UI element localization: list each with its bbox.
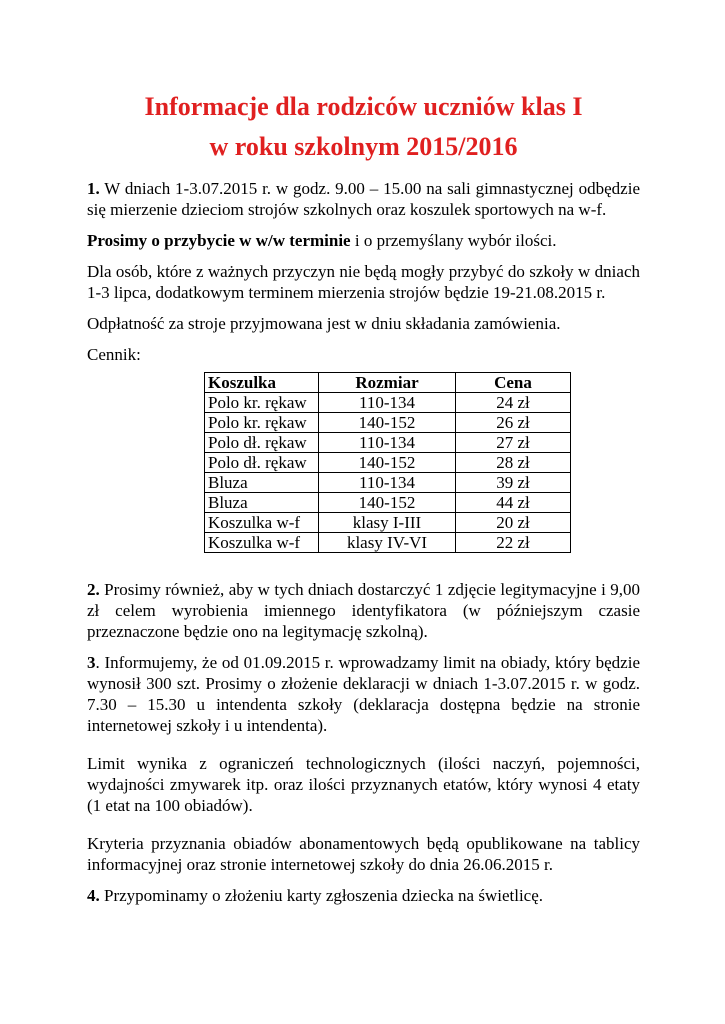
cell-price: 28 zł: [456, 453, 571, 473]
cell-price: 44 zł: [456, 493, 571, 513]
table-row: [205, 453, 571, 473]
cell-item: Polo kr. rękaw: [205, 413, 319, 433]
table-row: [205, 393, 571, 413]
table-row: [205, 493, 571, 513]
criteria-paragraph: Kryteria przyznania obiadów abonamentowych będą opublikowane na tablicy informacyjnej oraz stronie internetowej szkoły do dnia 26.06.2015 r.: [87, 834, 640, 874]
section-2-text: Prosimy również, aby w tych dniach dostarczyć 1 zdjęcie legitymacyjne i 9,00 zł celem wyrobienia imiennego identyfikatora (w późniejszym czasie przeznaczone będzie ono na legitymację szkolną).: [87, 580, 640, 641]
header-rozmiar: Rozmiar: [319, 373, 456, 393]
cell-item: Bluza: [205, 493, 319, 513]
cell-item: Bluza: [205, 473, 319, 493]
header-koszulka: Koszulka: [205, 373, 319, 393]
section-4-number: 4.: [87, 886, 100, 905]
cell-size: 140-152: [319, 493, 456, 513]
price-table-header-row: [205, 373, 571, 393]
section-1-number: 1.: [87, 179, 100, 198]
request-rest-text: i o przemyślany wybór ilości.: [350, 231, 557, 250]
cell-price: 24 zł: [456, 393, 571, 413]
cell-item: Polo dł. rękaw: [205, 433, 319, 453]
cell-item: Koszulka w-f: [205, 513, 319, 533]
table-row: [205, 513, 571, 533]
document-page: [87, 88, 640, 906]
title-line-1: Informacje dla rodziców uczniów klas I: [144, 92, 583, 121]
cell-size: klasy IV-VI: [319, 533, 456, 553]
cell-price: 26 zł: [456, 413, 571, 433]
table-row: [205, 413, 571, 433]
cell-size: 110-134: [319, 433, 456, 453]
cell-item: Polo dł. rękaw: [205, 453, 319, 473]
price-table: [204, 372, 571, 553]
cell-price: 27 zł: [456, 433, 571, 453]
table-row: [205, 433, 571, 453]
cell-size: 140-152: [319, 413, 456, 433]
section-1-paragraph: [87, 178, 640, 220]
alt-term-paragraph: Dla osób, które z ważnych przyczyn nie będą mogły przybyć do szkoły w dniach 1-3 lipca, dodatkowym terminem mierzenia strojów będzie 19-21.08.2015 r.: [87, 262, 640, 302]
cell-size: 110-134: [319, 473, 456, 493]
title-line-2: w roku szkolnym 2015/2016: [209, 132, 518, 161]
section-3-text: . Informujemy, że od 01.09.2015 r. wprowadzamy limit na obiady, który będzie wynosił 300 szt. Prosimy o złożenie deklaracji w dniach 1-3.07.2015 r. w godz. 7.30 – 15.30 u intendenta szkoły (deklaracja dostępna będzie na stronie internetowej szkoły i u intendenta).: [87, 653, 640, 735]
cell-size: 110-134: [319, 393, 456, 413]
section-4-paragraph: [87, 885, 640, 906]
section-4-text: Przypominamy o złożeniu karty zgłoszenia dziecka na świetlicę.: [99, 886, 544, 905]
header-cena: Cena: [456, 373, 571, 393]
cell-price: 22 zł: [456, 533, 571, 553]
table-row: [205, 533, 571, 553]
table-row: [205, 473, 571, 493]
limit-paragraph: Limit wynika z ograniczeń technologicznych (ilości naczyń, pojemności, wydajności zmywarek itp. oraz ilości przyznanych etatów, który wynosi 4 etaty (1 etat na 100 obiadów).: [87, 754, 640, 815]
cell-item: Polo kr. rękaw: [205, 393, 319, 413]
cell-size: 140-152: [319, 453, 456, 473]
section-1-text: W dniach 1-3.07.2015 r. w godz. 9.00 – 15.00 na sali gimnastycznej odbędzie się mierzenie dzieciom strojów szkolnych oraz koszulek sportowych na w-f.: [87, 179, 640, 219]
request-paragraph: [87, 230, 640, 251]
request-bold-text: Prosimy o przybycie w w/w terminie: [87, 231, 351, 250]
section-2-paragraph: [87, 579, 640, 642]
section-3-number: 3: [87, 653, 96, 672]
pricelist-label: Cennik:: [87, 345, 141, 364]
cell-size: klasy I-III: [319, 513, 456, 533]
section-3-paragraph: [87, 652, 640, 736]
payment-paragraph: Odpłatność za stroje przyjmowana jest w dniu składania zamówienia.: [87, 314, 561, 333]
cell-price: 39 zł: [456, 473, 571, 493]
cell-price: 20 zł: [456, 513, 571, 533]
section-2-number: 2.: [87, 580, 100, 599]
cell-item: Koszulka w-f: [205, 533, 319, 553]
